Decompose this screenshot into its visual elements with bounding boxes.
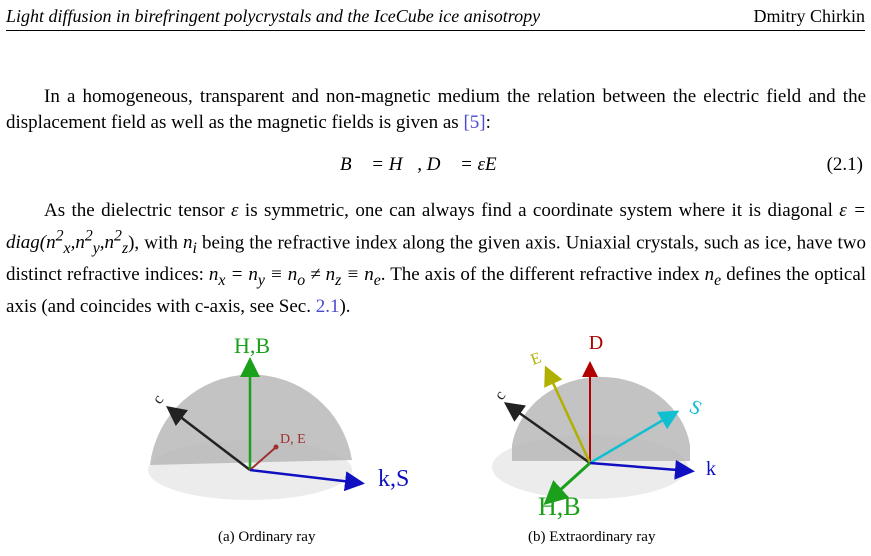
label-d-b: D: [588, 332, 604, 354]
p2-part5: . The axis of the different refractive index: [380, 264, 705, 286]
paragraph-1-tail: :: [485, 112, 491, 133]
figure-a: [148, 333, 409, 500]
header-author: Dmitry Chirkin: [753, 6, 865, 26]
p2-epsilon: ε: [231, 200, 239, 221]
p2-part2: is symmetric, one can always find a coordinate system where it is diagonal: [238, 200, 840, 221]
label-de-a: D, E: [280, 432, 306, 447]
label-hb-b: H,B: [538, 492, 581, 521]
label-ks-a: k,S: [378, 466, 410, 492]
citation-link[interactable]: [5]: [463, 112, 486, 133]
caption-a: (a) Ordinary ray: [218, 529, 316, 545]
p2-part4: being the refractive index along the given axis. Uniaxial crystals, such as ice, have two distinct refractive indices:: [6, 232, 867, 286]
p2-diag: $\varepsilon = diag(n^2_x,n^2_y,n^2_z$: [6, 200, 866, 258]
p2-ne: $n_e$: [704, 264, 722, 289]
section-link[interactable]: 2.1: [315, 295, 340, 317]
p2-part7: ).: [339, 295, 351, 317]
label-k-b: k: [706, 458, 716, 480]
label-s-b: S: [685, 395, 706, 421]
de-dot-a: [274, 445, 279, 450]
label-c-a: c: [149, 391, 168, 408]
p2-part3: ), with: [128, 232, 184, 254]
caption-b: (b) Extraordinary ray: [528, 529, 656, 545]
paragraph-1-text: In a homogeneous, transparent and non-magnetic medium the relation between the electric field and the displacement field as well as the magnetic fields is given as: [6, 86, 866, 133]
figure-b: [491, 332, 716, 521]
p2-ni: $n_i$: [183, 232, 197, 258]
header-title: Light diffusion in birefringent polycrystals and the IceCube ice anisotropy: [6, 6, 541, 26]
p2-part6: defines the optical axis (and coincides with c-axis, see Sec.: [6, 264, 867, 317]
label-hb-a: H,B: [233, 333, 271, 358]
ray-diagrams: [0, 325, 871, 556]
p2-ne-text: n: [704, 264, 715, 286]
p2-part1: As the dielectric tensor: [44, 200, 232, 221]
p2-ni-text: n: [183, 232, 193, 254]
label-c-b: c: [491, 387, 510, 404]
equation-number: (2.1): [826, 154, 863, 175]
label-e-b: E: [528, 349, 544, 369]
equation-body: B⃗ = H⃗, D⃗ = εE⃗: [340, 154, 512, 175]
paragraph-2: [6, 198, 866, 320]
paragraph-1: [6, 84, 866, 136]
p2-relation: $n_x = n_y \equiv n_o \ne n_z \equiv n_e$: [208, 264, 381, 289]
running-header: [6, 4, 865, 31]
p2-diag-text: ε = diag(n: [6, 200, 866, 254]
